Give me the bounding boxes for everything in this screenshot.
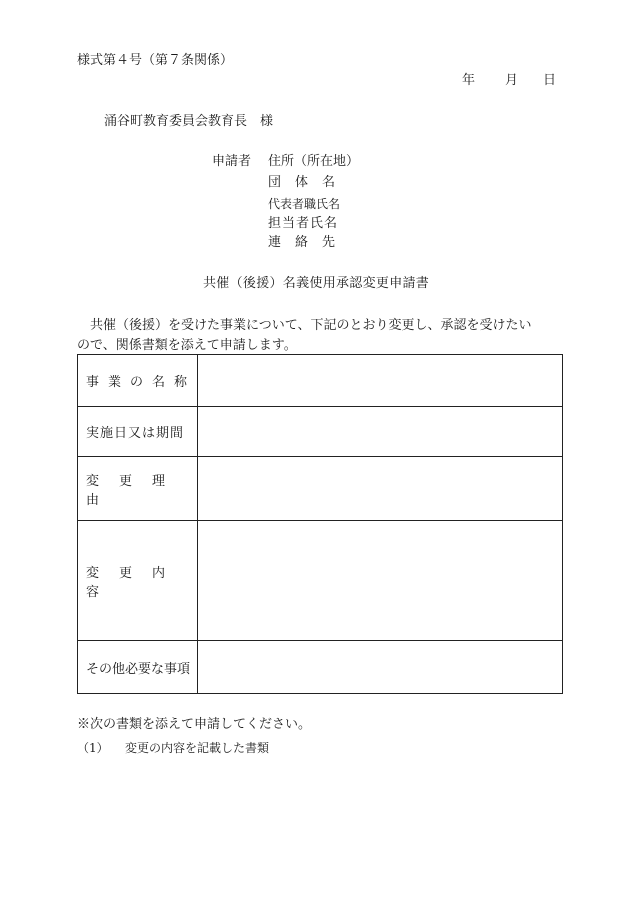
attachment-note: ※次の書類を添えて申請してください。 bbox=[77, 717, 312, 732]
other-matters-label: その他必要な事項 bbox=[78, 641, 198, 694]
table-row bbox=[78, 457, 563, 521]
change-details-field[interactable] bbox=[198, 521, 563, 641]
project-name-field[interactable] bbox=[198, 355, 563, 407]
applicant-address-label: 住所（所在地） bbox=[268, 154, 360, 169]
attachment-item-text: 変更の内容を記載した書類 bbox=[125, 741, 270, 755]
date-day-label: 日 bbox=[543, 73, 557, 88]
table-row bbox=[78, 407, 563, 457]
other-matters-field[interactable] bbox=[198, 641, 563, 694]
table-row bbox=[78, 355, 563, 407]
change-reason-field[interactable] bbox=[198, 457, 563, 521]
period-label: 実施日又は期間 bbox=[78, 407, 198, 457]
applicant-contact-label: 連絡先 bbox=[268, 235, 350, 250]
attachment-item bbox=[77, 740, 269, 756]
applicant-representative-label: 代表者職氏名 bbox=[268, 197, 341, 211]
form-number: 様式第４号（第７条関係） bbox=[77, 53, 234, 68]
body-text-line-1: 共催（後援）を受けた事業について、下記のとおり変更し、承認を受けたい bbox=[77, 318, 532, 333]
change-reason-label: 変更理由 bbox=[78, 457, 198, 521]
applicant-label: 申請者 bbox=[212, 154, 252, 169]
change-details-label: 変更内容 bbox=[78, 521, 198, 641]
document-title: 共催（後援）名義使用承認変更申請書 bbox=[203, 276, 430, 291]
date-year-label: 年 bbox=[462, 73, 476, 88]
table-row bbox=[78, 521, 563, 641]
date-month-label: 月 bbox=[505, 73, 519, 88]
recipient: 涌谷町教育委員会教育長 様 bbox=[104, 114, 274, 129]
body-text-line-2: ので、関係書類を添えて申請します。 bbox=[77, 338, 297, 353]
project-name-label: 事業の名称 bbox=[78, 355, 198, 407]
application-form-table bbox=[77, 354, 563, 694]
period-field[interactable] bbox=[198, 407, 563, 457]
table-row bbox=[78, 641, 563, 694]
attachment-item-number: （1） bbox=[77, 741, 109, 755]
applicant-group-name-label: 団体名 bbox=[268, 175, 350, 190]
applicant-contact-person-label: 担当者氏名 bbox=[268, 216, 339, 231]
